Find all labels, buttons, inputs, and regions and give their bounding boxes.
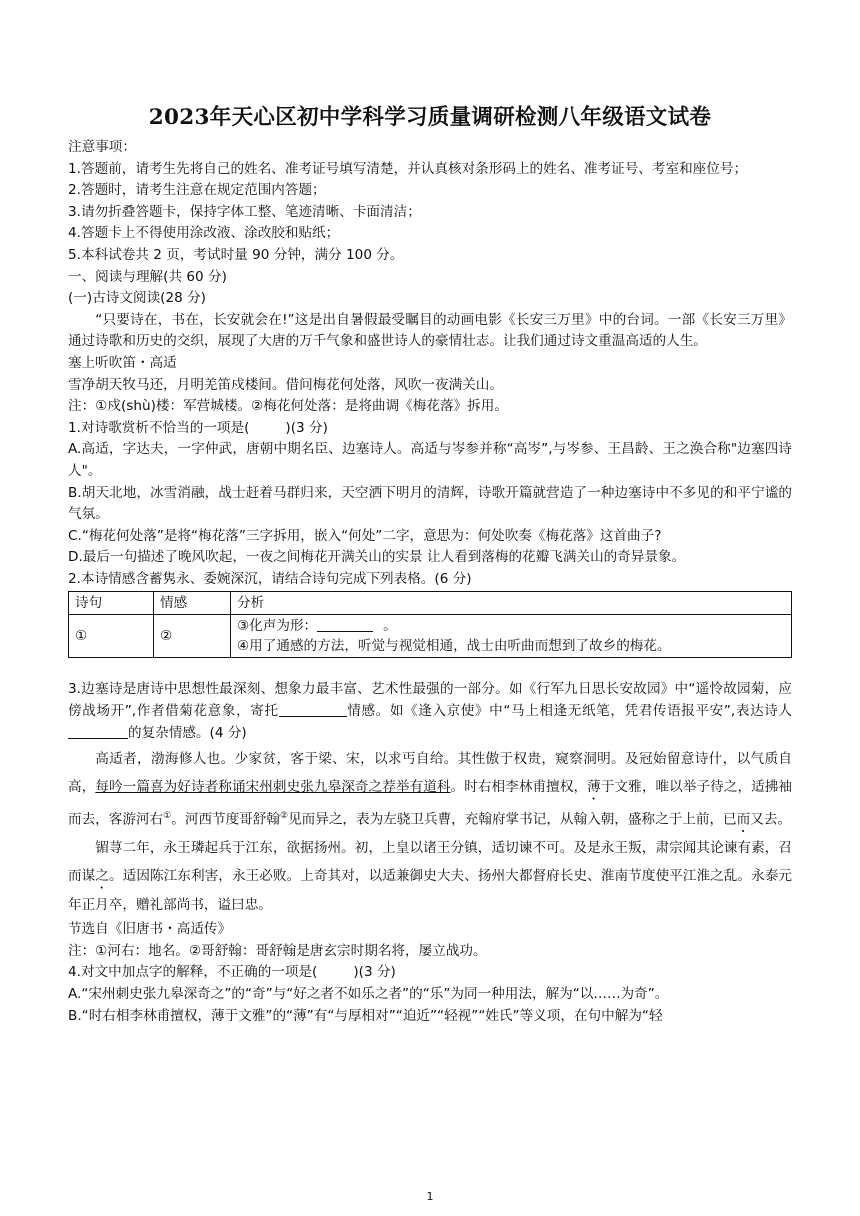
poem-title: 塞上听吹笛・高适 bbox=[68, 354, 177, 371]
notice-heading: 注意事项： bbox=[68, 139, 136, 155]
prose-text: 又去。 bbox=[750, 811, 792, 828]
footnote-mark: ② bbox=[279, 810, 289, 821]
prose-text: 见而异之，表为左骁卫兵曹，充翰府掌书记，从翰入朝，盛称之于上前，已 bbox=[288, 811, 737, 828]
question-4-stem bbox=[68, 962, 792, 984]
question-1-stem-end: )(3 分) bbox=[285, 419, 328, 436]
dotted-char: 之 bbox=[95, 867, 109, 884]
table-row bbox=[69, 615, 792, 658]
prose-text: 。适因陈江东利害，永王必败。上奇其对，以适兼御史大夫、扬州大都督府长史、淮南节度使平江淮之乱。永泰元年正月卒，赠礼部尚书，谥曰忠。 bbox=[68, 867, 793, 913]
question-2-table bbox=[68, 591, 792, 658]
question-1-option-d: D.最后一句描述了晚风吹起，一夜之间梅花开满关山的实景 让人看到落梅的花瓣飞满关山的奇异景象。 bbox=[68, 549, 686, 566]
question-3 bbox=[68, 679, 792, 744]
question-2-stem: 2.本诗情感含蓄隽永、委婉深沉，请结合诗句完成下列表格。(6 分) bbox=[68, 570, 472, 587]
analysis-a-end: 。 bbox=[383, 618, 397, 635]
question-4-option-a: A.“宋州刺史张九皋深奇之”的“奇”与“好之者不如乐之者”的“乐”为同一种用法，解为“以……为奇”。 bbox=[68, 986, 669, 1003]
question-1-stem bbox=[68, 418, 792, 440]
prose-source: 节选自《旧唐书・高适传》 bbox=[68, 921, 232, 938]
analysis-a-text: ③化声为形： bbox=[237, 618, 318, 635]
question-1-stem-text: 1.对诗歌赏析不恰当的一项是( bbox=[68, 419, 250, 436]
notice-item: 4.答题卡上不得使用涂改液、涂改胶和贴纸； bbox=[68, 225, 340, 242]
section-heading: 一、阅读与理解(共 60 分) bbox=[68, 268, 227, 285]
question-1-option-b: B.胡天北地，冰雪消融，战士赶着马群归来，天空洒下明月的清辉，诗歌开篇就营造了一种边塞诗中不多见的和平宁谧的气氛。 bbox=[68, 484, 792, 523]
table-cell-emotion: ② bbox=[154, 615, 231, 658]
page-number: 1 bbox=[426, 1190, 434, 1203]
prose-note: 注：①河右：地名。②哥舒翰：哥舒翰是唐玄宗时期名将，屡立战功。 bbox=[68, 942, 487, 959]
question-3-text: 的复杂情感。(4 分) bbox=[128, 724, 247, 741]
table-header-cell: 情感 bbox=[154, 592, 231, 615]
table-header-cell: 分析 bbox=[231, 592, 792, 615]
question-4-option-b: B.“时右相李林甫擅权，薄于文雅”的“薄”有“与厚相对”“迫近”“轻视”“姓氏”等义项，在句中解为“轻 bbox=[68, 1007, 663, 1024]
question-3-text: 3.边塞诗是唐诗中思想性最深刻、想象力最丰富、艺术性最强的一部分。如《行军九日思长安故园》中“遥怜故园菊，应傍战场开”,作者借菊花意象，寄托 bbox=[68, 681, 792, 720]
exam-page bbox=[68, 100, 792, 1027]
notice-item: 3.请勿折叠答题卡，保持字体工整、笔迹清晰、卡面清洁； bbox=[68, 203, 421, 220]
prose-paragraph-2 bbox=[68, 835, 792, 919]
subsection-heading: (一)古诗文阅读(28 分) bbox=[68, 290, 206, 307]
footnote-mark: ① bbox=[163, 810, 172, 821]
poem-text: 雪净胡天牧马还，月明羌笛戍楼间。借问梅花何处落，风吹一夜满关山。 bbox=[68, 376, 503, 393]
table-cell-verse: ① bbox=[69, 615, 154, 658]
page-title: 2023年天心区初中学科学习质量调研检测八年级语文试卷 bbox=[148, 105, 712, 130]
question-3-text: 情感。如《逢入京使》中“马上相逢无纸笔，凭君传语报平安”,表达诗人 bbox=[346, 703, 793, 720]
table-header-row bbox=[69, 592, 792, 615]
prose-paragraph-1 bbox=[68, 746, 792, 835]
dotted-char: 薄 bbox=[587, 778, 601, 795]
poem-note: 注：①戍(shù)楼：军营城楼。②梅花何处落：是将曲调《梅花落》拆用。 bbox=[68, 398, 508, 415]
intro-paragraph: “只要诗在，书在，长安就会在!”这是出自暑假最受瞩目的动画电影《长安三万里》中的台词。一部《长安三万里》通过诗歌和历史的交织，展现了大唐的万千气象和盛世诗人的豪情壮志。让我们通过诗文重温高适的人生。 bbox=[68, 311, 792, 350]
analysis-line bbox=[237, 616, 785, 636]
dotted-char: 而 bbox=[736, 811, 751, 828]
answer-blank[interactable] bbox=[279, 701, 347, 717]
prose-text: 镅荨二年，永王璘起兵于江东，欲据扬州。初，上皇以诸王分镇，适切谏不可。及是永王叛，肃宗闻其论谏有素，召而谋 bbox=[68, 840, 792, 884]
notice-item: 2.答题时，请考生注意在规定范围内答题； bbox=[68, 182, 326, 199]
prose-text: 。时右相李林甫擅权， bbox=[450, 778, 588, 795]
answer-blank[interactable] bbox=[317, 616, 373, 632]
prose-underlined-text: 每吟一篇喜为好诗者称诵宋州刺史张九皋深奇之荐举有道科 bbox=[95, 778, 451, 795]
question-1-option-c: C.“梅花何处落”是将“梅花落”三字拆用，嵌入“何处”二字，意思为：何处吹奏《梅花落》这首曲子? bbox=[68, 527, 662, 544]
question-4-stem-text: 4.对文中加点字的解释，不正确的一项是( bbox=[68, 964, 318, 981]
prose-text: 高适者，渤海修人也。少家贫，客于梁、宋，以求丐自给。其性傲于权贵，窥察洞明。及冠始留意诗什，以气质自高， bbox=[68, 751, 792, 795]
question-4-stem-end: )(3 分) bbox=[353, 964, 396, 981]
notice-item: 1.答题前，请考生先将自己的姓名、准考证号填写清楚，并认真核对条形码上的姓名、准考证号、考室和座位号； bbox=[68, 160, 748, 177]
question-1-option-a: A.高适，字达夫，一字仲武，唐朝中期名臣、边塞诗人。高适与岑参并称“高岑”,与岑参、王昌龄、王之涣合称"边塞四诗人"。 bbox=[68, 441, 792, 479]
table-cell-analysis bbox=[231, 615, 792, 658]
answer-blank[interactable] bbox=[68, 723, 128, 739]
prose-text: 于文雅，唯以举子待之，适拂袖而去，客游河右 bbox=[68, 778, 793, 828]
prose-text: 。河西节度哥舒翰 bbox=[171, 811, 280, 828]
notice-item: 5.本科试卷共 2 页，考试时量 90 分钟，满分 100 分。 bbox=[68, 246, 404, 263]
analysis-line: ④用了通感的方法，听觉与视觉相通，战士由听曲而想到了故乡的梅花。 bbox=[237, 638, 671, 655]
prose-underlined-sentence bbox=[95, 779, 450, 795]
table-header-cell: 诗句 bbox=[69, 592, 154, 615]
